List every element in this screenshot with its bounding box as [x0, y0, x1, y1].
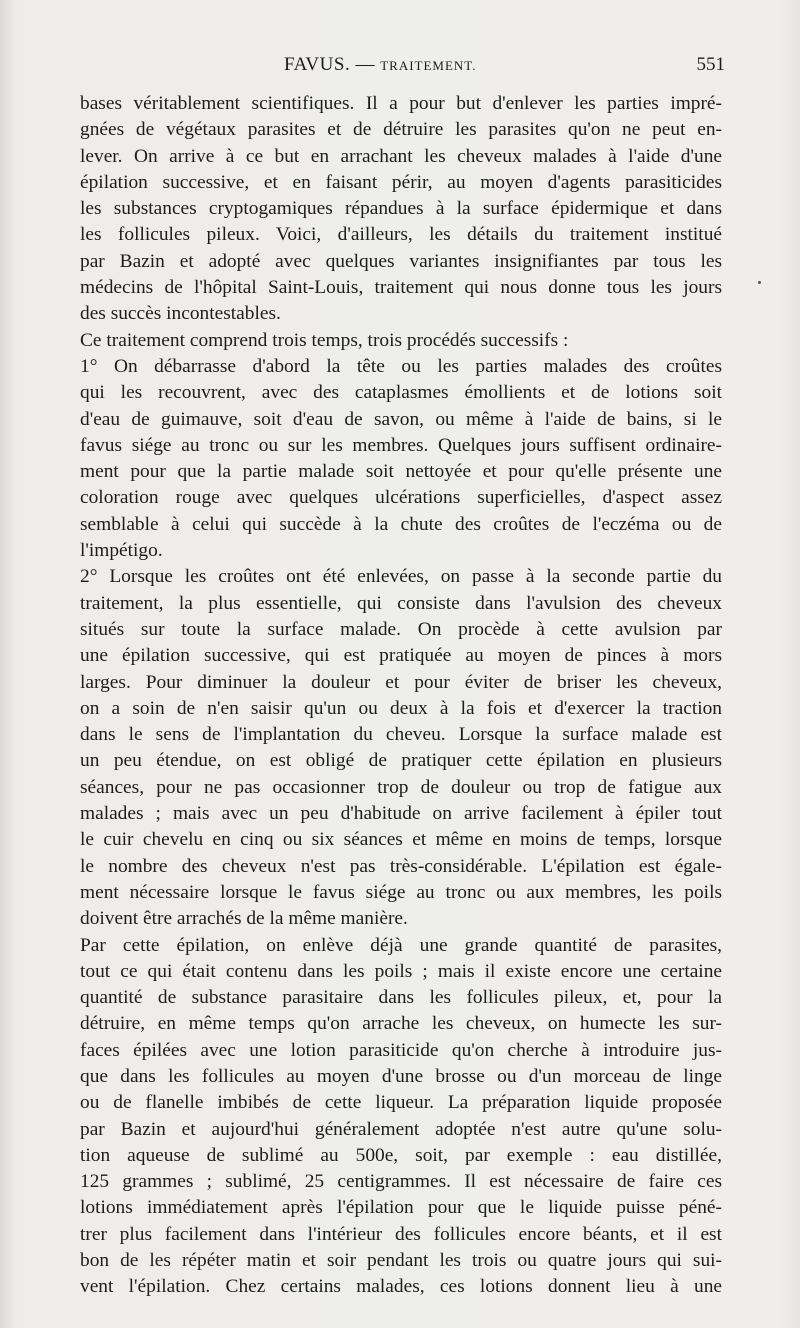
text-line: d'eau de guimauve, soit d'eau de savon, ou même à l'aide de bains, si le: [80, 408, 722, 430]
margin-mark: [758, 281, 761, 284]
text-line: épilation successive, et en faisant périr, au moyen d'agents parasiticides: [80, 171, 722, 193]
text-line: tout ce qui était contenu dans les poils ; mais il existe encore une certaine: [80, 960, 722, 982]
text-line: par Bazin et adopté avec quelques variantes insignifiantes par tous les: [80, 250, 722, 272]
text-line: faces épilées avec une lotion parasiticide qu'on cherche à introduire jus-: [80, 1039, 722, 1061]
text-line: doivent être arrachés de la même manière.: [80, 908, 408, 930]
text-line: les follicules pileux. Voici, d'ailleurs, les détails du traitement institué: [80, 224, 722, 246]
text-line: l'impétigo.: [80, 540, 163, 562]
text-line: trer plus facilement dans l'intérieur des follicules encore béants, et il est: [80, 1223, 722, 1245]
text-line: bon de les répéter matin et soir pendant les trois ou quatre jours qui sui-: [80, 1250, 722, 1272]
header-subtitle: TRAITEMENT.: [380, 58, 477, 73]
text-line: une épilation successive, qui est pratiquée au moyen de pinces à mors: [80, 645, 722, 667]
text-line: semblable à celui qui succède à la chute des croûtes de l'eczéma ou de: [80, 513, 722, 535]
text-line: tion aqueuse de sublimé au 500e, soit, par exemple : eau distillée,: [80, 1144, 722, 1166]
text-line: que dans les follicules au moyen d'une brosse ou d'un morceau de linge: [80, 1065, 722, 1087]
text-line: quantité de substance parasitaire dans les follicules pileux, et, pour la: [80, 987, 722, 1009]
text-line: le nombre des cheveux n'est pas très-considérable. L'épilation est égale-: [80, 855, 722, 877]
text-line: bases véritablement scientifiques. Il a pour but d'enlever les parties impré-: [80, 93, 722, 114]
text-line: larges. Pour diminuer la douleur et pour éviter de briser les cheveux,: [80, 671, 722, 693]
text-line: malades ; mais avec un peu d'habitude on arrive facilement à épiler tout: [80, 803, 722, 825]
text-line: médecins de l'hôpital Saint-Louis, traitement qui nous donne tous les jours: [80, 277, 722, 299]
text-line: traitement, la plus essentielle, qui consiste dans l'avulsion des cheveux: [80, 592, 722, 614]
text-line: favus siége au tronc ou sur les membres. Quelques jours suffisent ordinaire-: [80, 434, 722, 456]
page-number: 551: [696, 54, 725, 75]
text-line: on a soin de n'en saisir qu'un ou deux à la fois et d'exercer la traction: [80, 697, 722, 719]
text-line: gnées de végétaux parasites et de détruire les parasites qu'on ne peut en-: [80, 119, 722, 141]
text-line: dans le sens de l'implantation du cheveu. Lorsque la surface malade est: [80, 724, 722, 746]
text-line: 1° On débarrasse d'abord la tête ou les parties malades des croûtes: [80, 355, 722, 377]
text-line: les substances cryptogamiques répandues à la surface épidermique et dans: [80, 198, 722, 220]
text-line: ment pour que la partie malade soit nettoyée et pour qu'elle présente une: [80, 461, 722, 483]
header-dash: —: [355, 54, 375, 75]
text-line: séances, pour ne pas occasionner trop de douleur ou trop de fatigue aux: [80, 776, 722, 798]
text-line: coloration rouge avec quelques ulcérations superficielles, d'aspect assez: [80, 487, 722, 509]
text-line: 125 grammes ; sublimé, 25 centigrammes. Il est nécessaire de faire ces: [80, 1171, 722, 1193]
text-line: ou de flanelle imbibés de cette liqueur. La préparation liquide proposée: [80, 1092, 722, 1114]
text-line: situés sur toute la surface malade. On procède à cette avulsion par: [80, 618, 722, 640]
running-header: [0, 54, 800, 84]
text-line: lever. On arrive à ce but en arrachant les cheveux malades à l'aide d'une: [80, 145, 722, 167]
text-line: 2° Lorsque les croûtes ont été enlevées, on passe à la seconde partie du: [80, 566, 722, 588]
text-line: Par cette épilation, on enlève déjà une grande quantité de parasites,: [80, 934, 722, 956]
text-line: un peu étendue, on est obligé de pratiquer cette épilation en plusieurs: [80, 750, 722, 772]
text-line: le cuir chevelu en cinq ou six séances et même en moins de temps, lorsque: [80, 829, 722, 851]
text-line: détruire, en même temps qu'on arrache les cheveux, on humecte les sur-: [80, 1013, 722, 1035]
text-line: lotions immédiatement après l'épilation pour que le liquide puisse péné-: [80, 1197, 722, 1219]
text-line: par Bazin et aujourd'hui généralement adoptée n'est autre qu'une solu-: [80, 1118, 722, 1140]
text-line: ment nécessaire lorsque le favus siége au tronc ou aux membres, les poils: [80, 881, 722, 903]
text-line: vent l'épilation. Chez certains malades, ces lotions donnent lieu à une: [80, 1276, 722, 1298]
header-title: FAVUS.: [284, 54, 351, 75]
text-line: qui les recouvrent, avec des cataplasmes émollients et de lotions soit: [80, 382, 722, 404]
running-title: [284, 54, 477, 76]
text-line: des succès incontestables.: [80, 303, 281, 325]
text-line: Ce traitement comprend trois temps, trois procédés successifs :: [80, 329, 569, 351]
body-text: [80, 91, 722, 1301]
